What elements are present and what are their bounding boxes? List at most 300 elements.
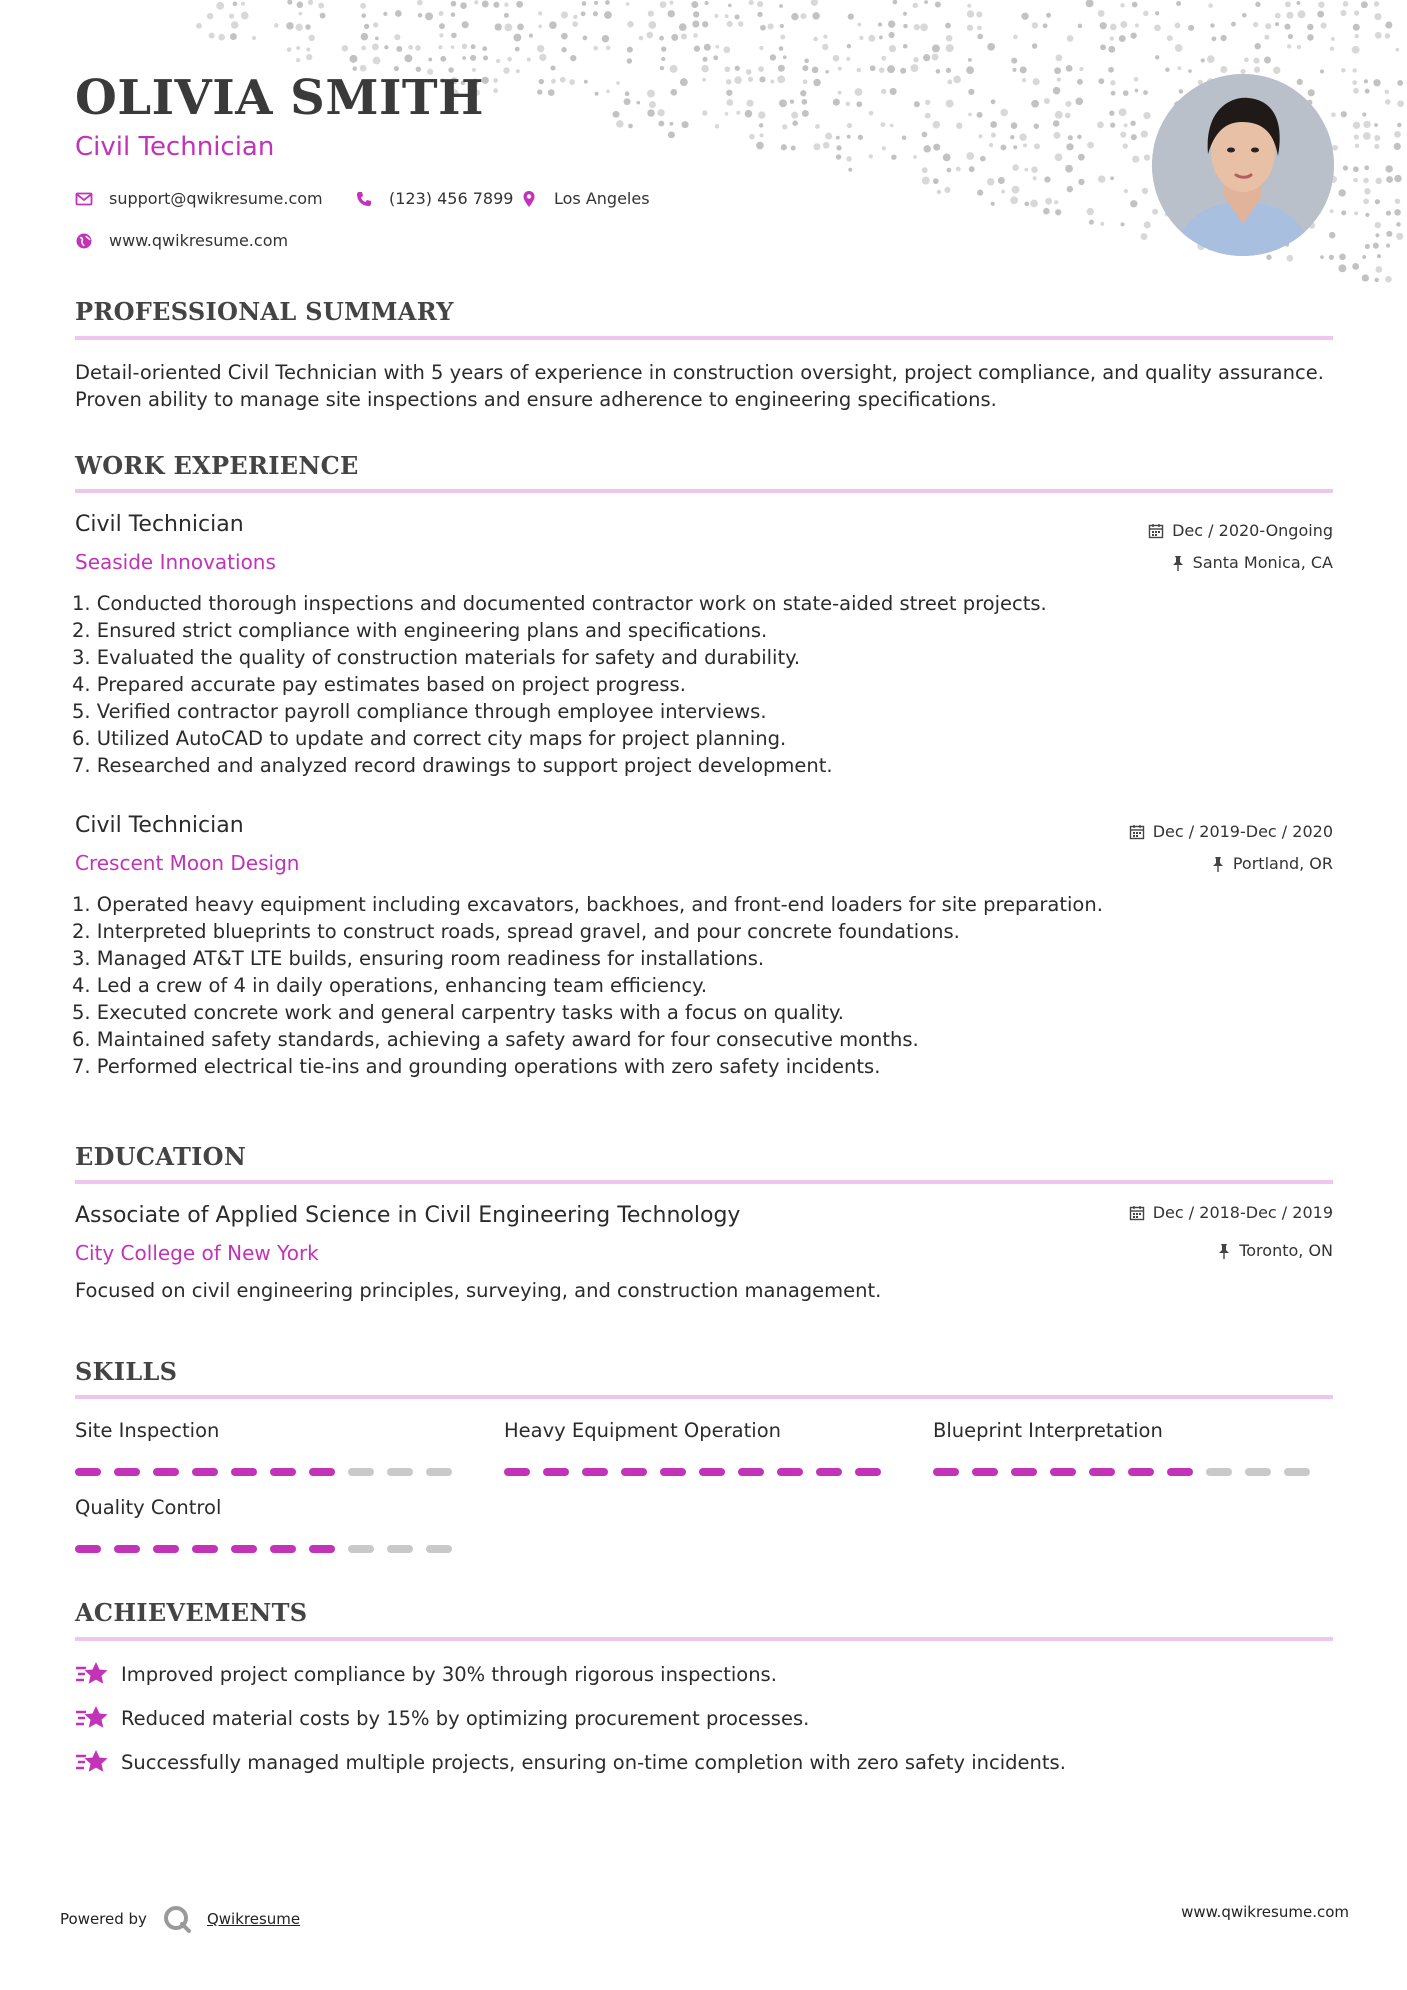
decorative-dot — [1121, 222, 1125, 226]
decorative-dot — [1124, 189, 1128, 193]
decorative-dot — [878, 22, 882, 26]
decorative-dot — [1054, 200, 1058, 204]
decorative-dot — [969, 166, 975, 172]
decorative-dot — [746, 69, 752, 75]
decorative-dot — [572, 21, 578, 27]
decorative-dot — [1019, 133, 1026, 140]
decorative-dot — [1065, 101, 1071, 107]
decorative-dot — [702, 78, 706, 82]
decorative-dot — [637, 101, 641, 105]
decorative-dot — [1000, 144, 1006, 150]
decorative-dot — [669, 1, 673, 5]
decorative-dot — [1339, 254, 1346, 261]
decorative-dot — [855, 88, 863, 96]
decorative-dot — [1340, 10, 1346, 16]
decorative-dot — [1377, 254, 1381, 258]
job-2-dates-text: Dec / 2019-Dec / 2020 — [1152, 822, 1333, 841]
decorative-dot — [395, 10, 402, 17]
decorative-dot — [493, 78, 498, 83]
decorative-dot — [1265, 23, 1271, 29]
decorative-dot — [748, 77, 753, 82]
decorative-dot — [1111, 91, 1116, 96]
decorative-dot — [1022, 78, 1026, 82]
skill-segment-filled — [738, 1468, 764, 1476]
decorative-dot — [671, 34, 678, 41]
decorative-dot — [1054, 67, 1061, 74]
decorative-dot — [1109, 111, 1114, 116]
decorative-dot — [1375, 222, 1381, 228]
decorative-dot — [1078, 179, 1084, 185]
achievements-heading: ACHIEVEMENTS — [75, 1598, 308, 1627]
decorative-dot — [1341, 111, 1347, 117]
decorative-dot — [373, 57, 381, 65]
achievement-1-text: Improved project compliance by 30% through rigorous inspections. — [121, 1662, 777, 1686]
decorative-dot — [1154, 24, 1161, 31]
education-dates — [1129, 1203, 1333, 1222]
decorative-dot — [1220, 66, 1227, 73]
achievement-1 — [75, 1660, 777, 1688]
decorative-dot — [1208, 3, 1213, 8]
decorative-dot — [800, 90, 806, 96]
decorative-dot — [848, 13, 854, 19]
decorative-dot — [1298, 10, 1306, 18]
decorative-dot — [998, 177, 1005, 184]
decorative-dot — [1318, 1, 1324, 7]
decorative-dot — [415, 45, 421, 51]
decorative-dot — [1012, 164, 1019, 171]
calendar-icon — [1129, 1205, 1145, 1221]
decorative-dot — [1212, 36, 1217, 41]
decorative-dot — [782, 124, 787, 129]
decorative-dot — [593, 46, 598, 51]
decorative-dot — [1286, 12, 1293, 19]
decorative-dot — [991, 99, 996, 104]
decorative-dot — [670, 65, 678, 73]
decorative-dot — [1273, 67, 1280, 74]
decorative-dot — [496, 59, 500, 63]
profile-photo — [1152, 74, 1334, 256]
decorative-dot — [922, 132, 928, 138]
decorative-dot — [625, 91, 630, 96]
decorative-dot — [1066, 65, 1073, 72]
decorative-dot — [679, 23, 687, 31]
decorative-dot — [1363, 121, 1370, 128]
decorative-dot — [584, 80, 588, 84]
decorative-dot — [1077, 79, 1083, 85]
decorative-dot — [1175, 44, 1183, 52]
decorative-dot — [791, 145, 796, 150]
decorative-dot — [846, 102, 851, 107]
decorative-dot — [1031, 100, 1039, 108]
decorative-dot — [1043, 23, 1048, 28]
decorative-dot — [1119, 35, 1126, 42]
decorative-dot — [451, 45, 455, 49]
education-dates-text: Dec / 2018-Dec / 2019 — [1152, 1203, 1333, 1222]
decorative-dot — [661, 46, 666, 51]
decorative-dot — [1098, 175, 1106, 183]
decorative-dot — [715, 45, 719, 49]
decorative-dot — [726, 79, 732, 85]
decorative-dot — [1374, 13, 1381, 20]
decorative-dot — [987, 178, 994, 185]
globe-icon — [75, 232, 93, 250]
decorative-dot — [966, 152, 974, 160]
decorative-dot — [987, 43, 995, 51]
skill-segment-filled — [777, 1468, 803, 1476]
decorative-dot — [1075, 98, 1083, 106]
decorative-dot — [879, 67, 885, 73]
decorative-dot — [1364, 188, 1371, 195]
location-text: Los Angeles — [554, 189, 650, 208]
decorative-dot — [1353, 166, 1359, 172]
decorative-dot — [812, 66, 819, 73]
phone-text: (123) 456 7899 — [389, 189, 514, 208]
qwikresume-link[interactable]: Qwikresume — [206, 1910, 301, 1928]
decorative-dot — [474, 0, 478, 4]
decorative-dot — [649, 101, 656, 108]
skill-segment-filled — [504, 1468, 530, 1476]
decorative-dot — [980, 156, 986, 162]
education-location — [1217, 1241, 1333, 1260]
decorative-dot — [505, 23, 513, 31]
decorative-dot — [216, 2, 224, 10]
skill-4-bar — [75, 1545, 452, 1553]
decorative-dot — [825, 133, 832, 140]
decorative-dot — [723, 46, 730, 53]
decorative-dot — [1130, 121, 1135, 126]
contact-email[interactable] — [75, 189, 323, 208]
decorative-dot — [725, 14, 729, 18]
decorative-dot — [1098, 78, 1104, 84]
decorative-dot — [1032, 22, 1038, 28]
decorative-dot — [1141, 233, 1148, 240]
decorative-dot — [561, 33, 568, 40]
contact-phone[interactable] — [355, 189, 513, 208]
decorative-dot — [1385, 99, 1391, 105]
decorative-dot — [364, 24, 369, 29]
decorative-dot — [811, 0, 818, 6]
skill-segment-filled — [192, 1545, 218, 1553]
decorative-dot — [361, 46, 366, 51]
decorative-dot — [451, 12, 456, 17]
decorative-dot — [482, 1, 489, 8]
decorative-dot — [1362, 274, 1369, 281]
job-1-dates — [1148, 521, 1333, 540]
decorative-dot — [1320, 69, 1324, 73]
decorative-dot — [1034, 143, 1040, 149]
decorative-dot — [581, 11, 586, 16]
decorative-dot — [937, 190, 942, 195]
decorative-dot — [890, 88, 897, 95]
decorative-dot — [991, 202, 995, 206]
achievement-2 — [75, 1704, 809, 1732]
decorative-dot — [1144, 154, 1150, 160]
calendar-icon — [1129, 824, 1145, 840]
job-2-company: Crescent Moon Design — [75, 851, 300, 875]
decorative-dot — [648, 11, 654, 17]
decorative-dot — [573, 15, 577, 19]
skill-segment-filled — [1050, 1468, 1076, 1476]
job-2-bullet-5: 5. Executed concrete work and general carpentry tasks with a focus on quality. — [72, 1001, 844, 1024]
decorative-dot — [1386, 231, 1392, 237]
decorative-dot — [977, 25, 982, 30]
decorative-dot — [933, 144, 940, 151]
decorative-dot — [702, 110, 707, 115]
decorative-dot — [925, 100, 930, 105]
decorative-dot — [1110, 123, 1115, 128]
decorative-dot — [914, 101, 920, 107]
location-pin-icon — [520, 190, 538, 208]
decorative-dot — [298, 12, 302, 16]
decorative-dot — [870, 65, 876, 71]
decorative-dot — [1341, 210, 1346, 215]
decorative-dot — [967, 25, 973, 31]
skill-2-label: Heavy Equipment Operation — [504, 1419, 781, 1442]
decorative-dot — [428, 58, 432, 62]
profile-portrait — [1152, 74, 1334, 256]
decorative-dot — [1343, 165, 1348, 170]
job-1-bullet-4: 4. Prepared accurate pay estimates based on project progress. — [72, 673, 686, 696]
decorative-dot — [1188, 25, 1194, 31]
job-1-title: Civil Technician — [75, 512, 244, 537]
decorative-dot — [945, 23, 951, 29]
decorative-dot — [241, 2, 245, 6]
decorative-dot — [759, 76, 765, 82]
decorative-dot — [968, 58, 972, 62]
decorative-dot — [1210, 23, 1214, 27]
decorative-dot — [462, 44, 468, 50]
decorative-dot — [287, 0, 292, 5]
decorative-dot — [309, 35, 315, 41]
decorative-dot — [1395, 48, 1399, 52]
decorative-dot — [747, 100, 754, 107]
decorative-dot — [778, 65, 785, 72]
decorative-dot — [308, 0, 313, 5]
experience-heading: WORK EXPERIENCE — [75, 451, 359, 480]
decorative-dot — [735, 14, 740, 19]
decorative-dot — [903, 44, 908, 49]
decorative-dot — [749, 134, 755, 140]
decorative-dot — [848, 168, 852, 172]
decorative-dot — [1176, 1, 1181, 6]
decorative-dot — [1386, 211, 1391, 216]
decorative-dot — [759, 133, 763, 137]
decorative-dot — [946, 35, 953, 42]
decorative-dot — [902, 135, 907, 140]
decorative-dot — [418, 13, 423, 18]
decorative-dot — [1330, 46, 1334, 50]
decorative-dot — [626, 2, 630, 6]
education-school: City College of New York — [75, 1241, 319, 1265]
decorative-dot — [1034, 123, 1039, 128]
job-1-bullets — [72, 590, 1047, 779]
decorative-dot — [569, 79, 575, 85]
decorative-dot — [946, 168, 951, 173]
decorative-dot — [977, 34, 983, 40]
decorative-dot — [1120, 132, 1126, 138]
decorative-dot — [1374, 1, 1380, 7]
decorative-dot — [527, 57, 531, 61]
skill-segment-filled — [1128, 1468, 1154, 1476]
decorative-dot — [1087, 208, 1094, 215]
decorative-dot — [910, 64, 918, 72]
decorative-dot — [1275, 13, 1281, 19]
decorative-dot — [1394, 209, 1401, 216]
decorative-dot — [627, 58, 632, 63]
decorative-dot — [483, 56, 488, 61]
decorative-dot — [1363, 178, 1369, 184]
decorative-dot — [616, 81, 620, 85]
job-1-bullet-5: 5. Verified contractor payroll compliance through employee interviews. — [72, 700, 767, 723]
decorative-dot — [1207, 55, 1215, 63]
summary-heading: PROFESSIONAL SUMMARY — [75, 297, 454, 326]
decorative-dot — [846, 57, 850, 61]
decorative-dot — [726, 99, 733, 106]
star-icon — [75, 1748, 109, 1776]
decorative-dot — [1188, 69, 1192, 73]
decorative-dot — [1363, 132, 1371, 140]
decorative-dot — [1375, 233, 1379, 237]
decorative-dot — [869, 111, 874, 116]
decorative-dot — [887, 65, 895, 73]
decorative-dot — [920, 23, 928, 31]
decorative-dot — [1354, 211, 1358, 215]
summary-divider — [75, 336, 1333, 340]
decorative-dot — [537, 89, 542, 94]
decorative-dot — [968, 89, 974, 95]
decorative-dot — [932, 44, 940, 52]
decorative-dot — [760, 25, 766, 31]
decorative-dot — [561, 11, 568, 18]
decorative-dot — [783, 55, 787, 59]
decorative-dot — [947, 80, 952, 85]
decorative-dot — [703, 57, 708, 62]
decorative-dot — [1135, 23, 1139, 27]
decorative-dot — [606, 90, 610, 94]
decorative-dot — [606, 46, 611, 51]
decorative-dot — [1143, 11, 1148, 16]
skill-segment-filled — [114, 1468, 140, 1476]
decorative-dot — [529, 34, 533, 38]
decorative-dot — [1020, 66, 1027, 73]
decorative-dot — [602, 35, 609, 42]
decorative-dot — [1242, 13, 1247, 18]
achievement-2-text: Reduced material costs by 15% by optimizing procurement processes. — [121, 1706, 810, 1730]
decorative-dot — [836, 154, 841, 159]
job-2-bullet-3: 3. Managed AT&T LTE builds, ensuring room readiness for installations. — [72, 947, 765, 970]
decorative-dot — [681, 33, 687, 39]
decorative-dot — [1374, 123, 1378, 127]
decorative-dot — [1365, 213, 1369, 217]
decorative-dot — [792, 120, 798, 126]
decorative-dot — [1329, 232, 1336, 239]
decorative-dot — [880, 122, 885, 127]
decorative-dot — [627, 47, 633, 53]
achievement-3-text: Successfully managed multiple projects, ensuring on-time completion with zero safety incidents. — [121, 1750, 1066, 1774]
decorative-dot — [1123, 90, 1129, 96]
job-1-bullet-3: 3. Evaluated the quality of construction materials for safety and durability. — [72, 646, 801, 669]
decorative-dot — [471, 44, 476, 49]
decorative-dot — [1365, 89, 1370, 94]
job-1-bullet-7: 7. Researched and analyzed record drawings to support project development. — [72, 754, 833, 777]
decorative-dot — [493, 88, 498, 93]
contact-website[interactable] — [75, 231, 288, 250]
decorative-dot — [701, 65, 708, 72]
decorative-dot — [956, 167, 961, 172]
decorative-dot — [1012, 186, 1020, 194]
decorative-dot — [833, 99, 840, 106]
decorative-dot — [725, 66, 731, 72]
decorative-dot — [515, 47, 520, 52]
pushpin-icon — [1211, 856, 1225, 872]
decorative-dot — [320, 13, 326, 19]
decorative-dot — [1397, 100, 1404, 107]
decorative-dot — [361, 33, 369, 41]
decorative-dot — [1385, 276, 1392, 283]
decorative-dot — [537, 45, 544, 52]
decorative-dot — [734, 76, 742, 84]
decorative-dot — [1086, 0, 1094, 7]
decorative-dot — [493, 2, 499, 8]
decorative-dot — [1353, 88, 1359, 94]
decorative-dot — [551, 79, 556, 84]
decorative-dot — [935, 2, 941, 8]
decorative-dot — [1089, 220, 1094, 225]
decorative-dot — [1119, 108, 1127, 116]
skill-segment-filled — [231, 1545, 257, 1553]
email-icon — [75, 190, 93, 208]
decorative-dot — [1142, 188, 1148, 194]
decorative-dot — [715, 124, 719, 128]
decorative-dot — [976, 11, 982, 17]
decorative-dot — [513, 34, 521, 42]
skill-segment-filled — [75, 1468, 101, 1476]
decorative-dot — [726, 90, 732, 96]
decorative-dot — [1023, 143, 1027, 147]
skill-segment-empty — [348, 1545, 374, 1553]
decorative-dot — [507, 57, 512, 62]
decorative-dot — [1285, 1, 1291, 7]
decorative-dot — [749, 0, 754, 5]
decorative-dot — [660, 66, 664, 70]
skill-segment-filled — [621, 1468, 647, 1476]
decorative-dot — [1033, 176, 1037, 180]
decorative-dot — [1374, 144, 1379, 149]
decorative-dot — [1231, 22, 1236, 27]
decorative-dot — [1177, 66, 1181, 70]
decorative-dot — [396, 46, 402, 52]
contact-location — [520, 189, 650, 208]
decorative-dot — [593, 11, 598, 16]
decorative-dot — [1331, 37, 1335, 41]
skill-segment-filled — [153, 1468, 179, 1476]
decorative-dot — [1373, 79, 1380, 86]
decorative-dot — [725, 112, 729, 116]
decorative-dot — [1021, 13, 1028, 20]
calendar-icon — [1148, 523, 1164, 539]
decorative-dot — [548, 89, 555, 96]
education-location-text: Toronto, ON — [1239, 1241, 1333, 1260]
achievements-divider — [75, 1637, 1333, 1641]
decorative-dot — [847, 135, 851, 139]
skill-segment-filled — [699, 1468, 725, 1476]
decorative-dot — [1385, 165, 1392, 172]
decorative-dot — [670, 89, 677, 96]
decorative-dot — [1353, 122, 1360, 129]
footer-website[interactable]: www.qwikresume.com — [1181, 1903, 1349, 1921]
decorative-dot — [758, 66, 764, 72]
decorative-dot — [1364, 165, 1369, 170]
